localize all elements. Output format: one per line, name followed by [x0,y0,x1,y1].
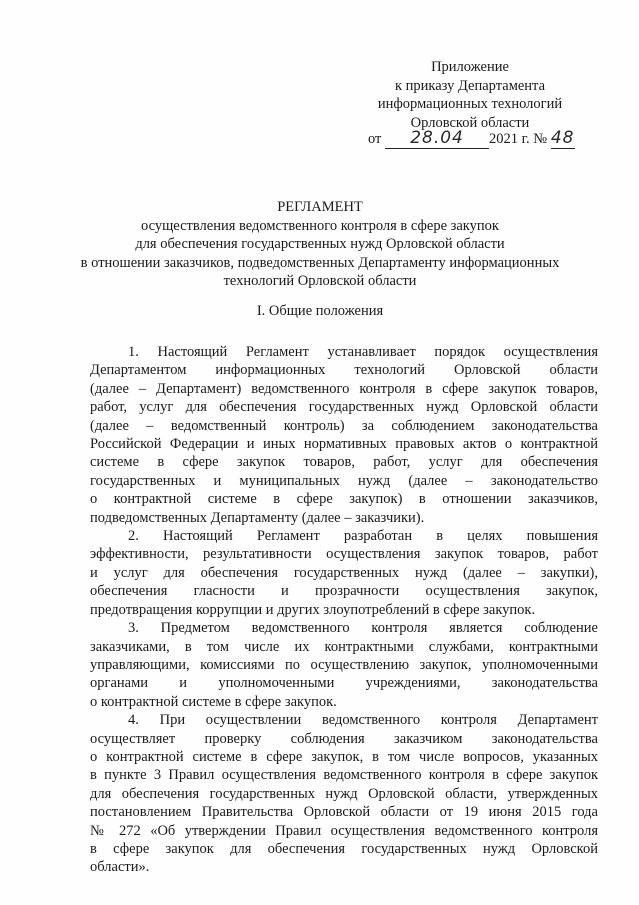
paragraph-4-line: 4. При осуществлении ведомственного контроля Департамент [128,712,598,729]
section-heading: I. Общие положения [256,303,384,319]
paragraph-1-line: (далее – Департамент) ведомственного контроля в сфере закупок товаров, [90,380,598,397]
appendix-header [340,58,600,132]
appendix-line: Приложение [431,59,509,75]
paragraph-4-line: № 272 «Об утверждении Правил осуществления ведомственного контроля [90,822,598,839]
title-line: осуществления ведомственного контроля в сфере закупок [141,217,499,234]
appendix-line: Орловской области [410,114,530,131]
paragraph-3-line: заказчиками, в том числе их контрактными службами, контрактными [90,638,598,655]
paragraph-3-line: органами и уполномоченными учреждениями, законодательства [90,675,598,692]
paragraph-4-line: для обеспечения государственных нужд Орловской области, утвержденных [90,785,598,802]
paragraph-1-line: подведомственных Департаменту (далее – заказчики). [90,509,425,526]
paragraph-2-line: эффективности, результативности осуществления закупок товаров, работ [90,546,598,563]
title-line: в отношении заказчиков, подведомственных Департаменту информационных [80,254,560,271]
appendix-line: информационных технологий [377,96,563,112]
paragraph-3-line: управляющими, комиссиями по осуществлению закупок, уполномоченными [90,656,598,673]
paragraph-1-line: (далее – ведомственный контроль) за соблюдением законодательства [90,417,598,434]
date-blank [385,130,489,149]
order-date-line [368,130,608,149]
paragraph-2-line: 2. Настоящий Регламент разработан в целях повышения [128,528,598,545]
document-title [40,198,600,291]
paragraph-3-line: 3. Предметом ведомственного контроля является соблюдение [128,620,598,637]
paragraph-1-line: о контрактной системе в сфере закупок) в отношении заказчиков, [90,491,598,508]
title-heading: РЕГЛАМЕНТ [277,199,363,215]
paragraph-4-line: постановлением Правительства Орловской области от 19 июня 2015 года [90,804,598,821]
handwritten-number: 48 [550,128,575,148]
paragraph-1-line: 1. Настоящий Регламент устанавливает порядок осуществления [128,344,598,360]
paragraph-4-line: в сфере закупок для обеспечения государственных нужд Орловской [90,840,598,857]
paragraph-4-line: о контрактной системе в сфере закупок, в том числе вопросов, указанных [90,748,598,765]
paragraph-4-line: области». [90,859,150,876]
paragraph-1-line: государственных и муниципальных нужд (далее – законодательство [90,472,598,489]
paragraph-3-line: о контрактной системе в сфере закупок. [90,693,337,710]
paragraph-4-line: в пункте 3 Правил осуществления ведомственного контроля в сфере закупок [90,767,598,784]
paragraph-2-line: и услуг для обеспечения государственных нужд (далее – закупки), [90,564,598,581]
paragraph-2-line: обеспечения гласности и прозрачности осуществления закупок, [90,583,598,600]
title-line: технологий Орловской области [223,273,417,289]
year-label: 2021 г. № [489,131,548,147]
appendix-line: к приказу Департамента [394,77,546,94]
document-body [90,343,598,877]
paragraph-4-line: осуществляет проверку соблюдения заказчиком законодательства [90,730,598,747]
paragraph-1-line: работ, услуг для обеспечения государственных нужд Орловской области [90,399,598,416]
handwritten-date: 28.04 [410,128,464,148]
paragraph-1-line: Российской Федерации и иных нормативных правовых актов о контрактной [90,436,598,453]
paragraph-1-line: Департаментом информационных технологий Орловской области [90,362,598,379]
paragraph-1-line: системе в сфере закупок товаров, работ, услуг для обеспечения [90,454,598,471]
date-prefix: от [368,131,382,147]
paragraph-2-line: предотвращения коррупции и других злоупотреблений в сфере закупок. [90,601,536,618]
number-blank [551,130,575,149]
title-line: для обеспечения государственных нужд Орловской области [135,236,505,252]
